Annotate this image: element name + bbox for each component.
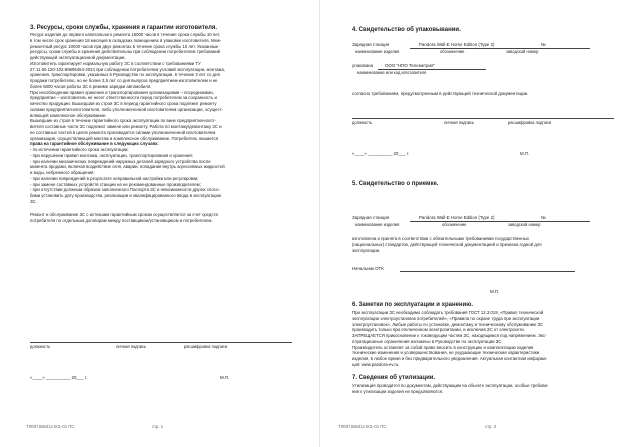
- stamp-place: М.П.: [220, 375, 230, 380]
- caption-serial-number: заводской номер: [508, 222, 541, 227]
- text-line: ния к утилизации изделия не предъявляются.: [352, 388, 444, 394]
- text-line: Производитель оставляет за собой право вносить в конструкцию и комплектацию изделия: [352, 344, 534, 350]
- stamp-place: М.П.: [520, 151, 530, 156]
- section-6-text: [352, 310, 614, 368]
- text-line: ция: www.pandora-ev.ru.: [352, 361, 400, 367]
- text-line: - при отсутствии должным образом заполненного Паспорта ЗС и невозможности других спосо-: [30, 187, 220, 193]
- text-line: 27.11.50.120-102-89696454-2024 при соблюдении потребителем условий эксплуатации, монтажа,: [30, 66, 225, 72]
- otk-label: Начальник ОТК: [352, 266, 384, 271]
- page-3: [320, 0, 640, 447]
- text-line: бами установить дату производства, реализации и квалифицированного ввода в эксплуатацию: [30, 193, 222, 198]
- date-line: «____» __________ 20___ г.: [352, 151, 410, 156]
- caption-product-name: наименование изделия: [355, 222, 400, 227]
- post-warranty-repair-text: [30, 212, 292, 224]
- text-line: ремонтный ресурс 10000 часов при двух ремонтах в течение срока службы 10 лет. Указанные: [30, 43, 219, 49]
- section-3-title: 3. Ресурсы, сроки службы, хранения и гарантии изготовителя.: [30, 25, 218, 31]
- text-line: силами предприятия-изготовителя, либо уполномоченной изготовителем организации, осущест-: [30, 106, 224, 112]
- text-line: При эксплуатации ЗС необходимо соблюдать требования ГОСТ 12.3.019, «Правил технической: [352, 310, 544, 315]
- page-number: стр. 3: [485, 424, 496, 429]
- text-line: - при наличии повреждений в результате неправильной настройки или регулировки;: [30, 175, 199, 181]
- text-line: Вышедшие из строя в течение гарантийного срока эксплуатации по вине предприятия-изгот-: [30, 118, 216, 124]
- station-label: Зарядная станция: [352, 215, 390, 220]
- section-7-text: [352, 383, 614, 395]
- text-line: в том числе срок хранения 18 месяцев в складских помещениях в упаковке изготовителя. Меж-: [30, 37, 222, 43]
- decoding-caption: расшифровка подписи: [508, 120, 552, 125]
- text-line: производить только при отключенном электропитании, и исключив ЗС от электросети.: [352, 327, 525, 333]
- acceptance-text: [352, 236, 614, 253]
- station-name: Pandora Wall-E Home Edition (Type 2): [419, 42, 495, 47]
- text-line: Утилизация проводится по документам, действующим на объекте эксплуатации, особые требова-: [352, 383, 549, 388]
- caption-designation: обозначение: [442, 222, 467, 227]
- document-code: ТЛМП.565312.001-01 ПС: [26, 424, 75, 429]
- text-line: - при наличии механических повреждений наружных деталей зарядного устройства после: [30, 158, 211, 164]
- position-caption: должность: [352, 120, 373, 125]
- text-line: эксплуатации электроустановок потребителей», «Правила по охране труда при эксплуатации: [352, 315, 540, 321]
- station-fill-line: [410, 221, 590, 222]
- text-line: - при замене составных устройств станции на не рекомендованные производителем;: [30, 181, 201, 187]
- signature-line: [352, 118, 614, 119]
- caption-packer: наименование или код изготовителя: [357, 70, 427, 75]
- text-line: Ресурс изделия до первого капитального ремонта 15000 часов в течение срока службы 10 лет,: [30, 32, 221, 37]
- text-line: ЗС.: [30, 198, 37, 204]
- text-line: вляющей комплексное обслуживание.: [30, 112, 107, 118]
- text-line: ЗАПРЕЩАЕТСЯ прикосновение к токоведущим частям ЗС, находящимся под напряжением. Экс-: [352, 333, 547, 338]
- text-line: действующей эксплуатационной документации.: [30, 55, 126, 60]
- text-line: Ремонт и обслуживание ЗС с истекшим гарантийным сроком осуществляется за счет средств: [30, 212, 218, 217]
- section-7-title: 7. Сведения об утилизации.: [352, 375, 436, 381]
- packed-label: упакована: [352, 63, 374, 68]
- packing-statement: согласно требованиям, предусмотренным в действующей технической документации.: [352, 91, 529, 96]
- station-fill-line: [410, 48, 590, 49]
- text-line: - по истечении гарантийного срока эксплуатации;: [30, 147, 129, 152]
- text-line: и воды, небрежного обращения;: [30, 170, 95, 175]
- number-sign: №: [541, 215, 546, 220]
- text-line: хранения, транспортировки, указанных в Руководстве по эксплуатации, в течение 3 лет со дня: [30, 72, 220, 78]
- text-line: более 5000 часов работы ЗС в режиме зарядки автомобиля.: [30, 83, 152, 89]
- station-label: Зарядная станция: [352, 42, 390, 47]
- document-code: ТЛМП.565312.001-01 ПС: [338, 424, 387, 429]
- signature-caption: личная подпись: [444, 120, 475, 125]
- caption-product-name: наименование изделия: [355, 49, 400, 54]
- decoding-caption: расшифровка подписи: [184, 344, 228, 349]
- text-line: изделия, в любое время и без предварительного уведомления. Актуальная контактная информа-: [352, 356, 548, 361]
- otk-signature-line: [400, 271, 575, 272]
- section-5-title: 5. Свидетельство о приемке.: [352, 181, 439, 187]
- text-line: плуатационные ограничения изложены в Руководстве по эксплуатации ЗС.: [352, 338, 503, 344]
- text-line: ресурсы, сроки службы и хранения действительны при соблюдении потребителем требований: [30, 49, 221, 55]
- text-line: предприятие – изготовитель не несет ответственности перед потребителем за сохранность и: [30, 95, 217, 101]
- station-name: Pandora Wall-E Home Edition (Type 2): [419, 215, 495, 220]
- text-line: организации, осуществляющей монтаж и комплексное обслуживание. Потребитель лишается: [30, 135, 218, 141]
- position-caption: должность: [30, 344, 51, 349]
- text-line: качество продукции. Вышедшая из строя ЗС в период гарантийного срока подлежит ремонту: [30, 101, 217, 106]
- number-sign: №: [541, 42, 546, 47]
- text-line: вителя составные части ЗС подлежат замене или ремонту. Работа по монтажу/демонтажу ЗС и: [30, 124, 222, 129]
- text-line: ее составных частей в целях ремонта производится силами уполномоченной изготовителем: [30, 129, 216, 135]
- caption-designation: обозначение: [440, 49, 465, 54]
- section-3-text: [30, 32, 292, 205]
- text-line: продажи потребителю, но не более 3,5 лет со дня выпуска предприятием-изготовителем и не: [30, 78, 218, 83]
- text-line: электроустановок». Любые работы по установке, демонтажу и техническому обслуживанию ЗС: [352, 321, 544, 327]
- text-line: (национальных) стандартов, действующей технической документацией и признана годной для: [352, 241, 542, 247]
- page-number: стр. 2: [152, 424, 163, 429]
- text-line: эксплуатации.: [352, 247, 381, 253]
- signature-caption: личная подпись: [116, 344, 147, 349]
- text-line: права на гарантийное обслуживание в следующих случаях:: [30, 141, 159, 147]
- text-line: При несоблюдении правил хранения и транспортирования организациями – посредниками,: [30, 89, 214, 95]
- text-line: потребителя по отдельным договорам между поставщиком/установщиком и потребителем.: [30, 217, 213, 223]
- caption-serial-number: заводской номер: [506, 49, 539, 54]
- packer-name: ООО "НПО Телеметрия": [385, 63, 435, 68]
- section-6-title: 6. Заметки по эксплуатации и хранению.: [352, 302, 474, 308]
- text-line: - при нарушении правил монтажа, эксплуатации, транспортирования и хранения;: [30, 152, 193, 158]
- signature-line: [30, 342, 292, 343]
- text-line: технические изменения и усовершенствования, не ухудшающие технические характеристики: [352, 350, 540, 356]
- text-line: изготовлена и принята в соответствии с обязательными требованиями государственных: [352, 236, 529, 241]
- section-4-title: 4. Свидетельство об упаковывании.: [352, 27, 461, 33]
- text-line: Изготовитель гарантирует нормальную работу ЗС в соответствии с требованиями ТУ: [30, 60, 201, 66]
- stamp-place: М.П.: [490, 289, 500, 294]
- date-line: «____» __________ 20___ г.: [30, 375, 88, 380]
- text-line: момента продажи, включая воздействие огня, аварии, попадания внутрь агрессивных жидкостей: [30, 164, 225, 170]
